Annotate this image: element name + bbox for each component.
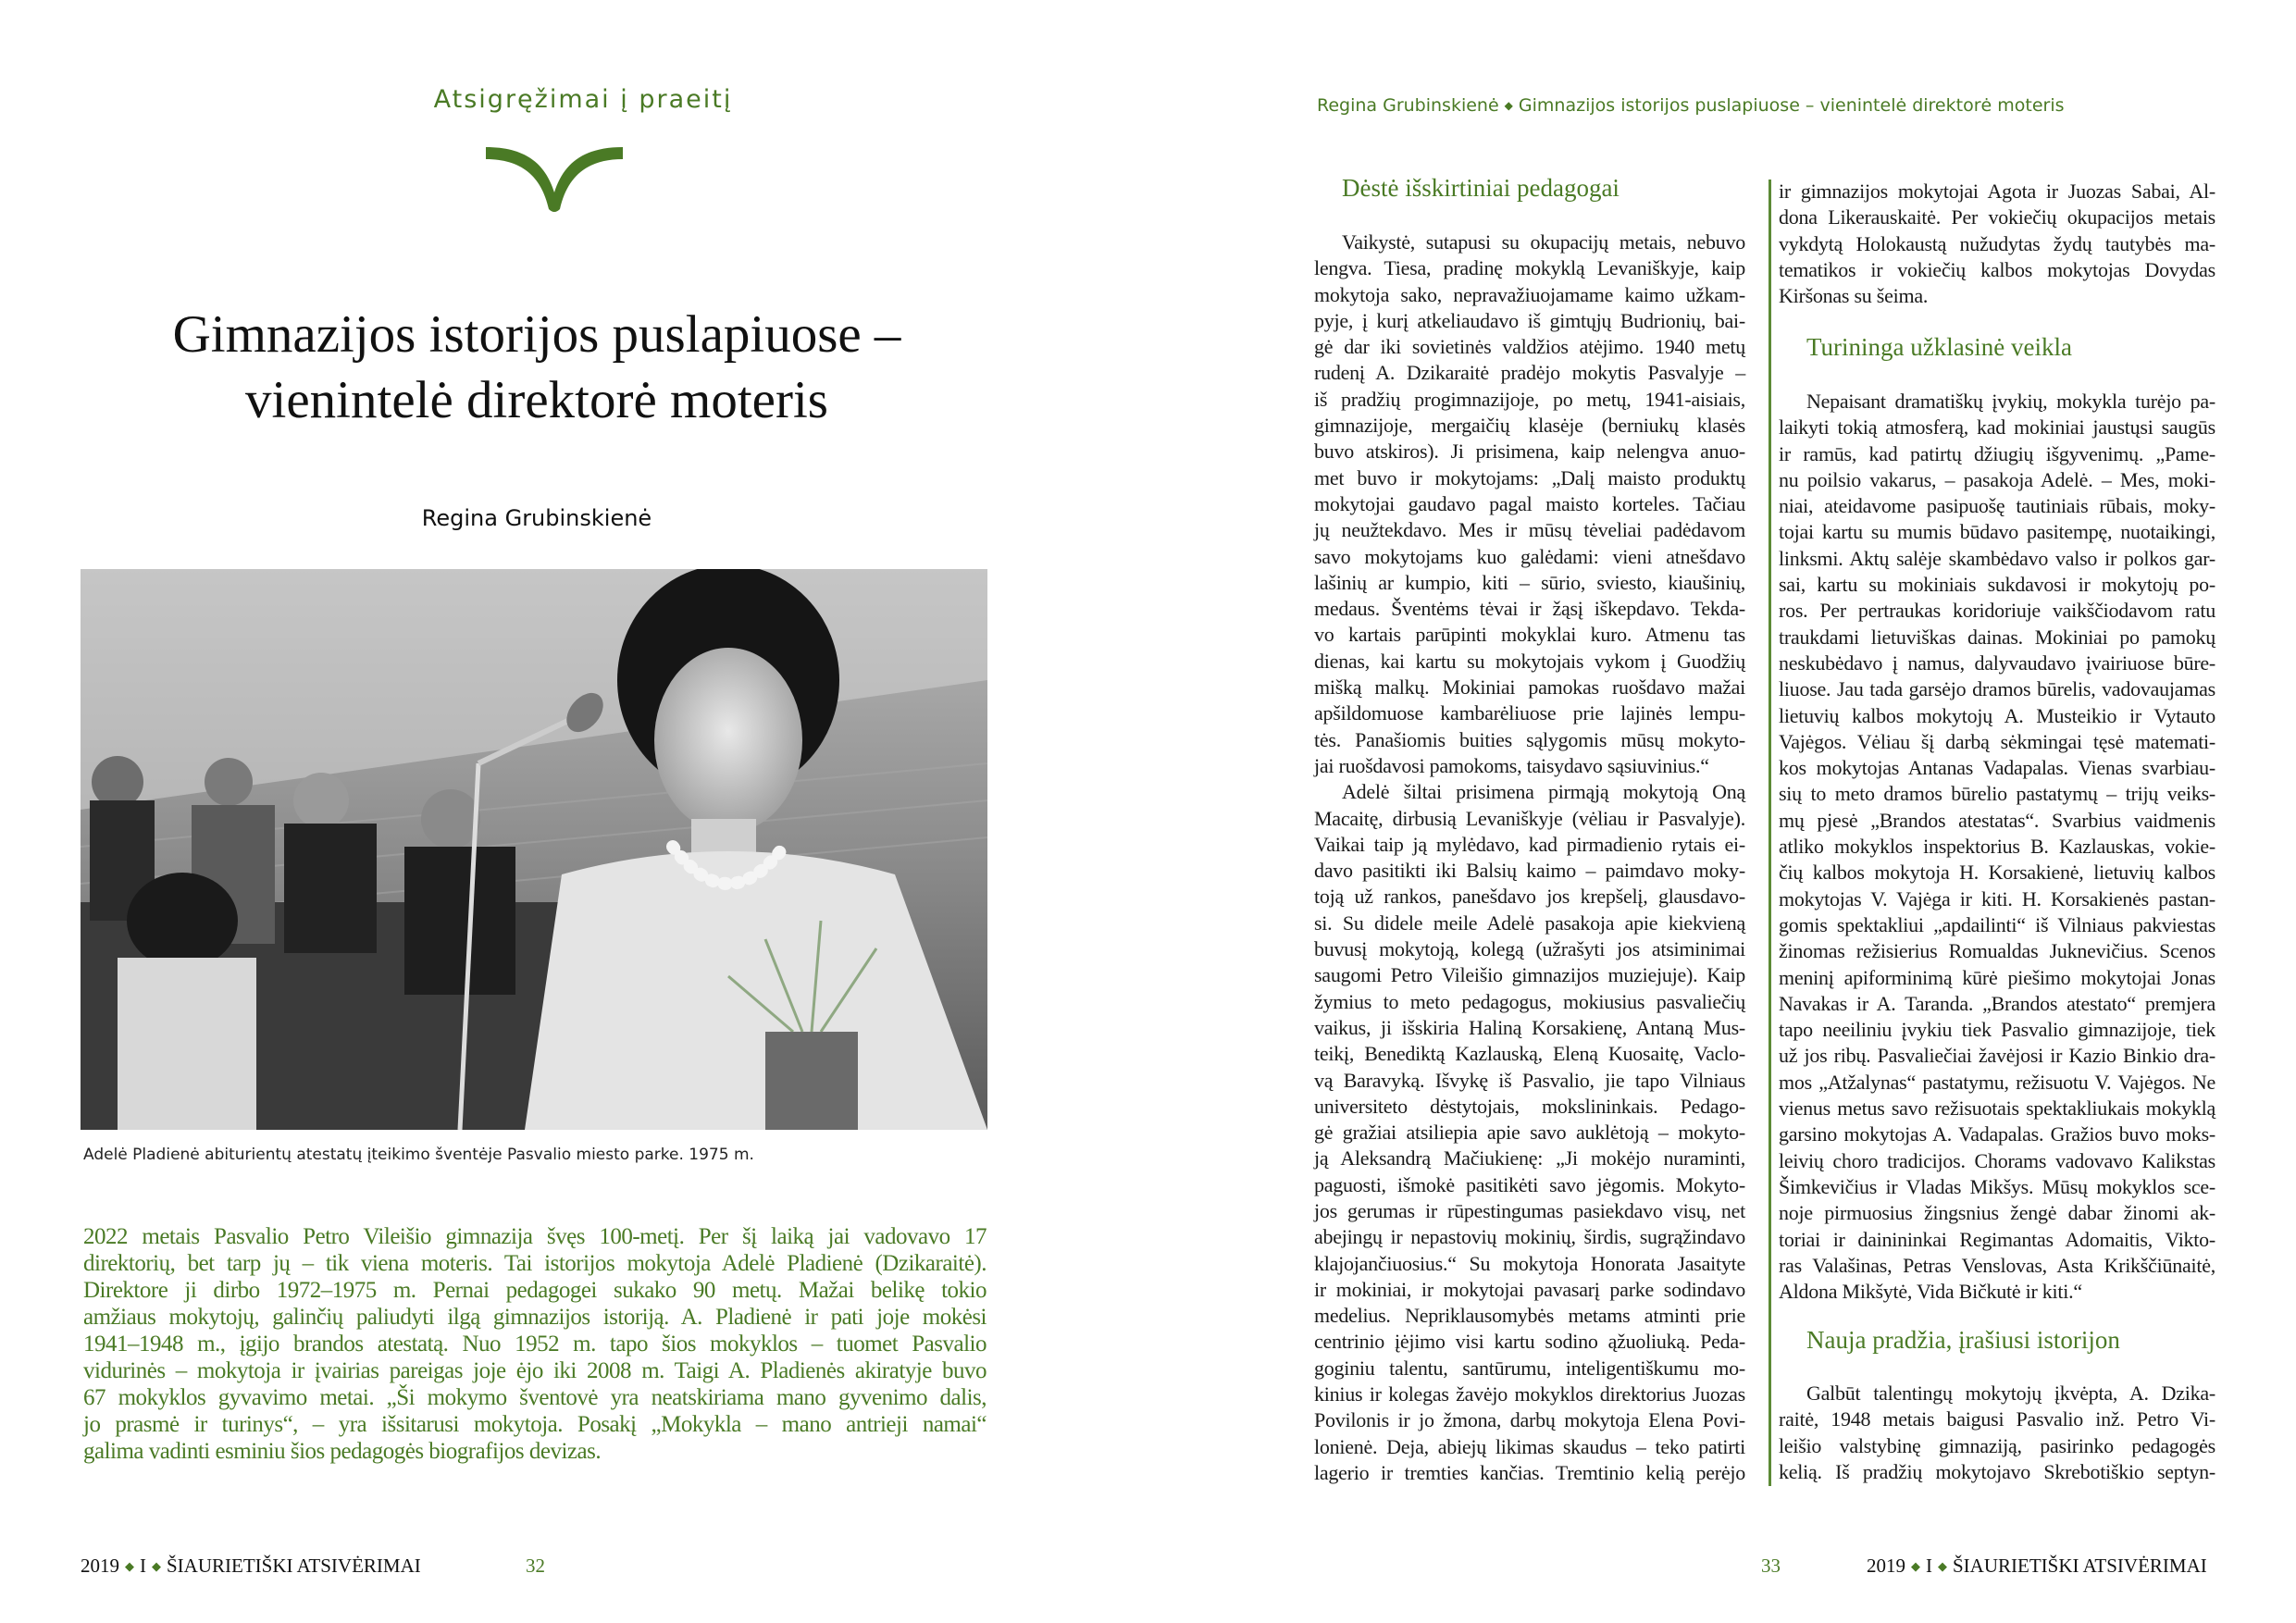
text-line: Aldona Mikšytė, Vida Bičkutė ir kiti.“ bbox=[1779, 1280, 2082, 1304]
text-line: Vaikai taip ją mylėdavo, kad pirmadienio rytais ei- bbox=[1314, 832, 1745, 856]
text-line: Šimkevičius ir Vladas Mikšys. Mūsų mokyklos sce- bbox=[1779, 1174, 2215, 1198]
text-line: traukdami lietuviškas dainas. Mokiniai po pamokų bbox=[1779, 625, 2215, 649]
text-line: jos gerumas ir rūpestingumas pasiekdavo visų, net bbox=[1314, 1198, 1745, 1222]
text-line: žymius to meto pedagogus, mokiusius pasvaliečių bbox=[1314, 989, 1745, 1013]
text-line: Kiršonas su šeima. bbox=[1779, 284, 1929, 308]
column-divider bbox=[1769, 180, 1771, 1486]
text-line: garsino mokytojas A. Vadapalas. Gražios buvo moks- bbox=[1779, 1122, 2215, 1146]
text-line: paguosti, išmokė pasitikėti savo jėgomis. Mokyto- bbox=[1314, 1172, 1745, 1196]
text-line: tės. Panašiomis buities sąlygomis mūsų mokyto- bbox=[1314, 727, 1745, 751]
text-line: niai, ateidavome pasipuošę tautiniais rūbais, moky- bbox=[1779, 494, 2215, 518]
text-line: buvusį mokytoją, kolegą (užrašyti jos atsiminimai bbox=[1314, 937, 1745, 961]
text-line: apšildomuose kambarėliuose prie lajinės lempu- bbox=[1314, 701, 1745, 725]
section-heading: Nauja pradžia, įrašiusi istorijon bbox=[1806, 1326, 2120, 1354]
text-line: si. Su didele meile Adelė pasakoja apie kiekvieną bbox=[1314, 911, 1745, 935]
text-line: lašinių ar kumpio, kiti – sūrio, sviesto, kiaušinių, bbox=[1314, 570, 1745, 594]
text-line: vienus metus savo režisuotais spektakliukais mokyklą bbox=[1779, 1096, 2215, 1121]
text-line: iš pradžių progimnazijoje, po metų, 1941-aisiais, bbox=[1314, 387, 1745, 411]
text-line: goginiu talentu, santūrumu, inteligentiškumu mo- bbox=[1314, 1356, 1745, 1380]
text-line: 2022 metais Pasvalio Petro Vileišio gimnazija švęs 100-metį. Per šį laiką jai vadovavo 17 bbox=[83, 1224, 987, 1249]
text-line: jo prasmė ir turinys“, – yra išsitarusi mokytoja. Posakį „Mokykla – mano antrieji namai“ bbox=[83, 1412, 987, 1437]
page-number: 32 bbox=[526, 1555, 545, 1577]
footer-left bbox=[81, 1555, 421, 1578]
footer-year: 2019 bbox=[81, 1555, 119, 1577]
text-line: medaus. Šventėms tėvai ir žąsį iškepdavo. Tekda- bbox=[1314, 597, 1745, 621]
text-line: tapo neeiliniu įvykiu tiek Pasvalio gimnazijoje, tiek bbox=[1779, 1018, 2215, 1042]
green-v-leaf-icon bbox=[484, 144, 625, 213]
section-label: Atsigręžimai į praeitį bbox=[433, 85, 733, 114]
text-line: direktorių, bet tarp jų – tik viena moteris. Tai istorijos mokytoja Adelė Pladienė (Dzikaraitė). bbox=[83, 1251, 987, 1276]
text-line: noje pirmuosius žingsnius žengė dabar žinomi ak- bbox=[1779, 1201, 2215, 1225]
diamond-icon: ◆ bbox=[1911, 1559, 1920, 1573]
text-line: linksmi. Aktų salėje skambėdavo valso ir polkos gar- bbox=[1779, 546, 2215, 570]
text-line: liuose. Jau tada garsėjo dramos būrelis, vadovaujamas bbox=[1779, 677, 2215, 701]
text-line: vą Baravyką. Išvykę iš Pasvalio, jie tapo Vilniaus bbox=[1314, 1068, 1745, 1092]
text-line: jų neužtekdavo. Mes ir mūsų tėveliai padėdavom bbox=[1314, 518, 1745, 542]
text-line: Vaikystė, sutapusi su okupacijų metais, nebuvo bbox=[1342, 230, 1745, 254]
text-line: jai ruošdavosi pamokoms, taisydavo sąsiuvinius.“ bbox=[1314, 753, 1709, 777]
text-line: 67 mokyklos gyvavimo metai. „Ši mokymo šventovė yra neatskiriama mano gyvenimo dalis, bbox=[83, 1385, 987, 1410]
running-header-author: Regina Grubinskienė bbox=[1317, 95, 1499, 116]
text-line: buvo atskiros). Ji prisimena, kaip nelengva anuo- bbox=[1314, 440, 1745, 464]
running-header-title: Gimnazijos istorijos puslapiuose – vienintelė direktorė moteris bbox=[1518, 95, 2065, 116]
text-line: saugomi Petro Vileišio gimnazijos muziejuje). Kaip bbox=[1314, 963, 1745, 987]
text-line: lietuvių kalbos mokytojų A. Musteikio ir Vytauto bbox=[1779, 703, 2215, 727]
text-line: centrinio įėjimo visi kartu sodino ąžuoliuką. Peda- bbox=[1314, 1330, 1745, 1354]
text-line: kos mokytojas Antanas Vadapalas. Vienas svarbiau- bbox=[1779, 756, 2215, 780]
text-line: mų pjesė „Brandos atestatas“. Svarbius vaidmenis bbox=[1779, 808, 2215, 832]
text-line: laikyti tokią atmosferą, kad mokiniai jaustųsi saugūs bbox=[1779, 415, 2215, 440]
text-line: neskubėdavo į namus, dalyvaudavo įvairiuose būre- bbox=[1779, 650, 2215, 675]
text-line: vo kartais parūpinti mokyklai kuro. Atmenu tas bbox=[1314, 623, 1745, 647]
text-line: mokytojai gaudavo pagal maisto korteles. Tačiau bbox=[1314, 491, 1745, 515]
text-line: abejingų ir nepastovių mokinių, širdis, sugrąžindavo bbox=[1314, 1225, 1745, 1249]
diamond-icon: ◆ bbox=[1504, 99, 1513, 112]
text-line: Galbūt talentingų mokytojų įkvėpta, A. Dzika- bbox=[1806, 1381, 2215, 1405]
text-line: Povilonis ir jo žmona, darbų mokytoja Elena Povi- bbox=[1314, 1408, 1745, 1432]
text-line: lagerio ir tremties kančias. Tremtinio kelią perėjo bbox=[1314, 1460, 1745, 1484]
text-line: sių to meto dramos būrelio pastatymų – trijų veiks- bbox=[1779, 782, 2215, 806]
text-line: universiteto dėstytojais, mokslininkais. Pedago- bbox=[1314, 1094, 1745, 1118]
footer-issue: I bbox=[140, 1555, 146, 1577]
text-line: Direktore ji dirbo 1972–1975 m. Pernai pedagogei sukako 90 metų. Mažai belikę tokio bbox=[83, 1278, 987, 1303]
text-line: Macaitę, dirbusią Levaniškyje (vėliau ir Pasvalyje). bbox=[1314, 806, 1745, 830]
text-line: gomis spektakliui „apdailinti“ iš Vilniaus pakviestas bbox=[1779, 912, 2215, 936]
text-line: ros. Per pertraukas koridoriuje vaikščiodavom ratu bbox=[1779, 599, 2215, 623]
text-line: tematikos ir vokiečių kalbos mokytojas Dovydas bbox=[1779, 257, 2215, 281]
text-line: leivių choro tradicijos. Chorams vadovavo Kalikstas bbox=[1779, 1148, 2215, 1172]
text-line: čių kalbos mokytoja H. Korsakienė, lietuvių kalbos bbox=[1779, 861, 2215, 885]
text-line: žinomas režisierius Romualdas Juknevičius. Scenos bbox=[1779, 939, 2215, 963]
article-title bbox=[56, 302, 1018, 433]
text-line: kinius ir kolegas žavėjo mokyklos direktorius Juozas bbox=[1314, 1382, 1745, 1406]
text-line: meninį apiforminimą kūrė piešimo mokytojai Jonas bbox=[1779, 965, 2215, 989]
text-line: dienas, kai kartu su mokytojais vykom į Guodžių bbox=[1314, 649, 1745, 673]
text-line: teikį, Benediktą Kazlauską, Eleną Kuosaitę, Vaclo- bbox=[1314, 1042, 1745, 1066]
text-line: lengva. Tiesa, pradinę mokyklą Levaniškyje, kaip bbox=[1314, 256, 1745, 280]
text-line: savo mokytojams kuo galėdami: vieni atnešdavo bbox=[1314, 544, 1745, 568]
text-line: raitė, 1948 metais baigusi Pasvalio inž. Petro Vi- bbox=[1779, 1407, 2215, 1431]
text-line: toriai ir dainininkai Regimantas Adomaitis, Vikto- bbox=[1779, 1227, 2215, 1251]
text-line: pyje, į kurį atkeliaudavo iš gimtųjų Budrionių, bai- bbox=[1314, 308, 1745, 332]
text-line: medelius. Nepriklausomybės metams atminti prie bbox=[1314, 1304, 1745, 1328]
text-line: dona Likerauskaitė. Per vokiečių okupacijos metais bbox=[1779, 205, 2215, 229]
footer-right bbox=[1867, 1555, 2207, 1578]
text-line: klajojančiuosius.“ Su mokytoja Honorata Jasaityte bbox=[1314, 1251, 1745, 1275]
title-line: vienintelė direktorė moteris bbox=[245, 371, 828, 429]
text-line: gė dar iki sovietinės valdžios atėjimo. 1940 metų bbox=[1314, 335, 1745, 359]
text-line: sai, kartu su mokiniais sukdavosi ir mokytojų po- bbox=[1779, 573, 2215, 597]
text-line: leišio valstybinę gimnaziją, pasirinko pedagogės bbox=[1779, 1433, 2215, 1457]
footer-year: 2019 bbox=[1867, 1555, 1905, 1577]
footer-journal: ŠIAURIETIŠKI ATSIVĖRIMAI bbox=[1953, 1555, 2207, 1577]
text-line: toją už rankos, panešdavo jos krepšelį, glausdavo- bbox=[1314, 885, 1745, 909]
text-line: rudenį A. Dzikaraitė pradėjo mokytis Pasvalyje – bbox=[1314, 361, 1745, 385]
right-column-section bbox=[1779, 1381, 2215, 1485]
diamond-icon: ◆ bbox=[125, 1559, 134, 1573]
text-line: vykdytą Holokaustą nužudytas žydų tautybės ma- bbox=[1779, 231, 2215, 255]
text-line: ir gimnazijos mokytojai Agota ir Juozas Sabai, Al- bbox=[1779, 180, 2215, 203]
section-heading: Dėstė išskirtiniai pedagogai bbox=[1342, 174, 1620, 202]
text-line: Nepaisant dramatiškų įvykių, mokykla turėjo pa- bbox=[1806, 390, 2215, 413]
section-heading: Turininga užklasinė veikla bbox=[1806, 333, 2072, 361]
diamond-icon: ◆ bbox=[1938, 1559, 1947, 1573]
text-line: davo pasitikti iki Balsių kaimo – paimdavo moky- bbox=[1314, 859, 1745, 883]
text-line: met buvo ir mokytojams: „Dalį maisto produktų bbox=[1314, 465, 1745, 489]
middle-column-text bbox=[1314, 229, 1745, 1486]
text-line: gė gražiai atsiliepia apie savo auklėtoją – mokyto- bbox=[1314, 1121, 1745, 1145]
text-line: galima vadinti esminiu šios pedagogės biografijos devizas. bbox=[83, 1439, 602, 1464]
text-line: ras Valašinas, Petras Venslovas, Asta Krikščiūnaitė, bbox=[1779, 1253, 2215, 1277]
page-number: 33 bbox=[1761, 1555, 1781, 1577]
text-line: gimnazijoje, mergaičių klasėje (berniukų klasės bbox=[1314, 414, 1745, 438]
text-line: mokytojas V. Vajėga ir kiti. H. Korsakienės pastan- bbox=[1779, 886, 2215, 911]
text-line: vaikus, ji išskiria Haliną Korsakienę, Antaną Mus- bbox=[1314, 1015, 1745, 1039]
text-line: mišką malkų. Mokiniai pamokas ruošdavo mažai bbox=[1314, 675, 1745, 700]
text-line: mokytoja sako, nepravažiuojamame kaimo užkam- bbox=[1314, 282, 1745, 306]
intro-paragraph bbox=[83, 1223, 987, 1465]
title-line: Gimnazijos istorijos puslapiuose – bbox=[172, 305, 901, 364]
text-line: atliko mokyklos inspektorius B. Kazlauskas, vokie- bbox=[1779, 835, 2215, 859]
text-line: ir mokiniai, ir mokytojai pavasarį parke sodindavo bbox=[1314, 1277, 1745, 1301]
text-line: Navakas ir A. Taranda. „Brandos atestato“ premjera bbox=[1779, 991, 2215, 1015]
diamond-icon: ◆ bbox=[152, 1559, 161, 1573]
text-line: tojai kartu su mumis būdavo pasitempę, nuotaikingi, bbox=[1779, 520, 2215, 544]
photo-caption: Adelė Pladienė abiturientų atestatų įteikimo šventėje Pasvalio miesto parke. 1975 m. bbox=[83, 1146, 754, 1164]
text-line: amžiaus mokytojų, galinčių paliudyti ilgą gimnazijos istoriją. A. Pladienė ir pati joje mokėsi bbox=[83, 1305, 987, 1330]
text-line: Adelė šiltai prisimena pirmąją mokytoją Oną bbox=[1342, 780, 1745, 804]
text-line: vidurinės – mokytoja ir įvairias pareigas joje ėjo iki 2008 m. Taigi A. Pladienės akiratyje buvo bbox=[83, 1358, 987, 1383]
text-line: kelią. Iš pradžių mokytojavo Skrebotiškio septyn- bbox=[1779, 1459, 2215, 1483]
text-line: mos „Atžalynas“ pastatymu, režisuotu V. Vajėgos. Ne bbox=[1779, 1070, 2215, 1094]
text-line: už jos ribų. Pasvaliečiai žavėjosi ir Kazio Binkio dra- bbox=[1779, 1044, 2215, 1068]
article-author: Regina Grubinskienė bbox=[421, 505, 652, 531]
footer-issue: I bbox=[1926, 1555, 1932, 1577]
text-line: lonienė. Deja, abiejų likimas skaudus – teko patirti bbox=[1314, 1434, 1745, 1458]
right-column-section bbox=[1779, 389, 2215, 1305]
right-column-continuation bbox=[1779, 179, 2215, 309]
footer-journal: ŠIAURIETIŠKI ATSIVĖRIMAI bbox=[167, 1555, 421, 1577]
text-line: nu poilsio vakarus, – pasakoja Adelė. – Mes, moki- bbox=[1779, 467, 2215, 491]
text-line: ją Aleksandrą Mačiukienę: „Ji mokėjo nuraminti, bbox=[1314, 1146, 1745, 1171]
text-line: 1941–1948 m., įgijo brandos atestatą. Nuo 1952 m. tapo šios mokyklos – tuomet Pasvalio bbox=[83, 1332, 987, 1357]
running-header bbox=[1317, 95, 2065, 116]
article-photo bbox=[81, 569, 987, 1130]
text-line: ir ramūs, kad patirtų džiugių išgyvenimų. „Pame- bbox=[1779, 441, 2215, 465]
text-line: Vajėgos. Vėliau šį darbą sėkmingai tęsė matemati- bbox=[1779, 729, 2215, 753]
